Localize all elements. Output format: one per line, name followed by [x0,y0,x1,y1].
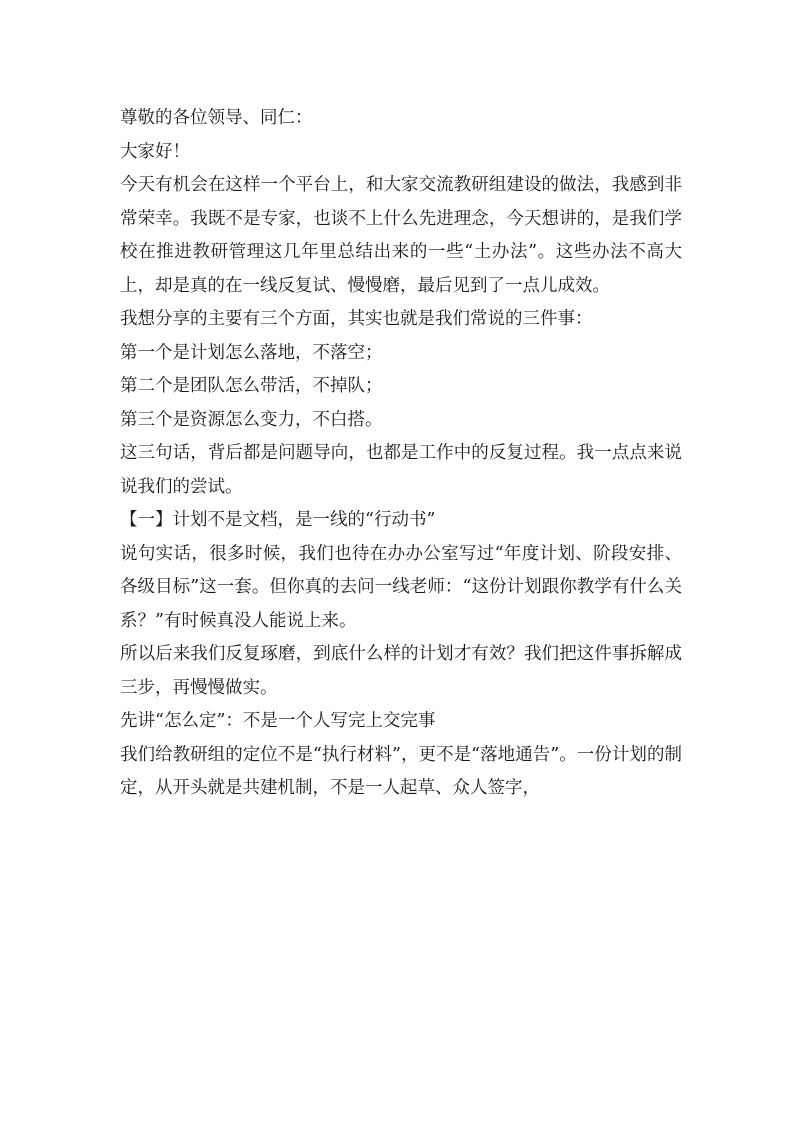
greeting: 大家好！ [120,141,190,162]
salutation: 尊敬的各位领导、同仁： [120,108,313,128]
body-paragraph: 说句实话，很多时候，我们也待在办办公室写过“年度计划、阶段安排、各级目标”这一套。但你真的去问一线老师：“这份计划跟你教学有什么关系？”有时候真没人能说上来。 [120,543,682,631]
body-paragraph: 我们给教研组的定位不是“执行材料”，更不是“落地通告”。一份计划的制定，从开头就是共建机制，不是一人起草、众人签字， [120,744,682,798]
point-three: 第三个是资源怎么变力，不白搭。 [120,409,383,430]
point-two: 第二个是团队怎么带活，不掉队； [120,376,383,396]
document-body [120,102,682,806]
overview-paragraph: 我想分享的主要有三个方面，其实也就是我们常说的三件事： [120,309,593,329]
point-one: 第一个是计划怎么落地，不落空； [120,342,383,363]
subheading: 先讲“怎么定”：不是一个人写完上交完事 [120,711,436,731]
body-paragraph: 所以后来我们反复琢磨，到底什么样的计划才有效？我们把这件事拆解成三步，再慢慢做实。 [120,644,682,698]
section-heading-one: 【一】计划不是文档，是一线的“行动书” [120,510,436,530]
transition-paragraph: 这三句话，背后都是问题导向，也都是工作中的反复过程。我一点点来说说我们的尝试。 [120,443,682,497]
intro-paragraph: 今天有机会在这样一个平台上，和大家交流教研组建设的做法，我感到非常荣幸。我既不是专家，也谈不上什么先进理念，今天想讲的，是我们学校在推进教研管理这几年里总结出来的一些“土办法”。这些办法不高大上，却是真的在一线反复试、慢慢磨，最后见到了一点儿成效。 [120,175,682,296]
